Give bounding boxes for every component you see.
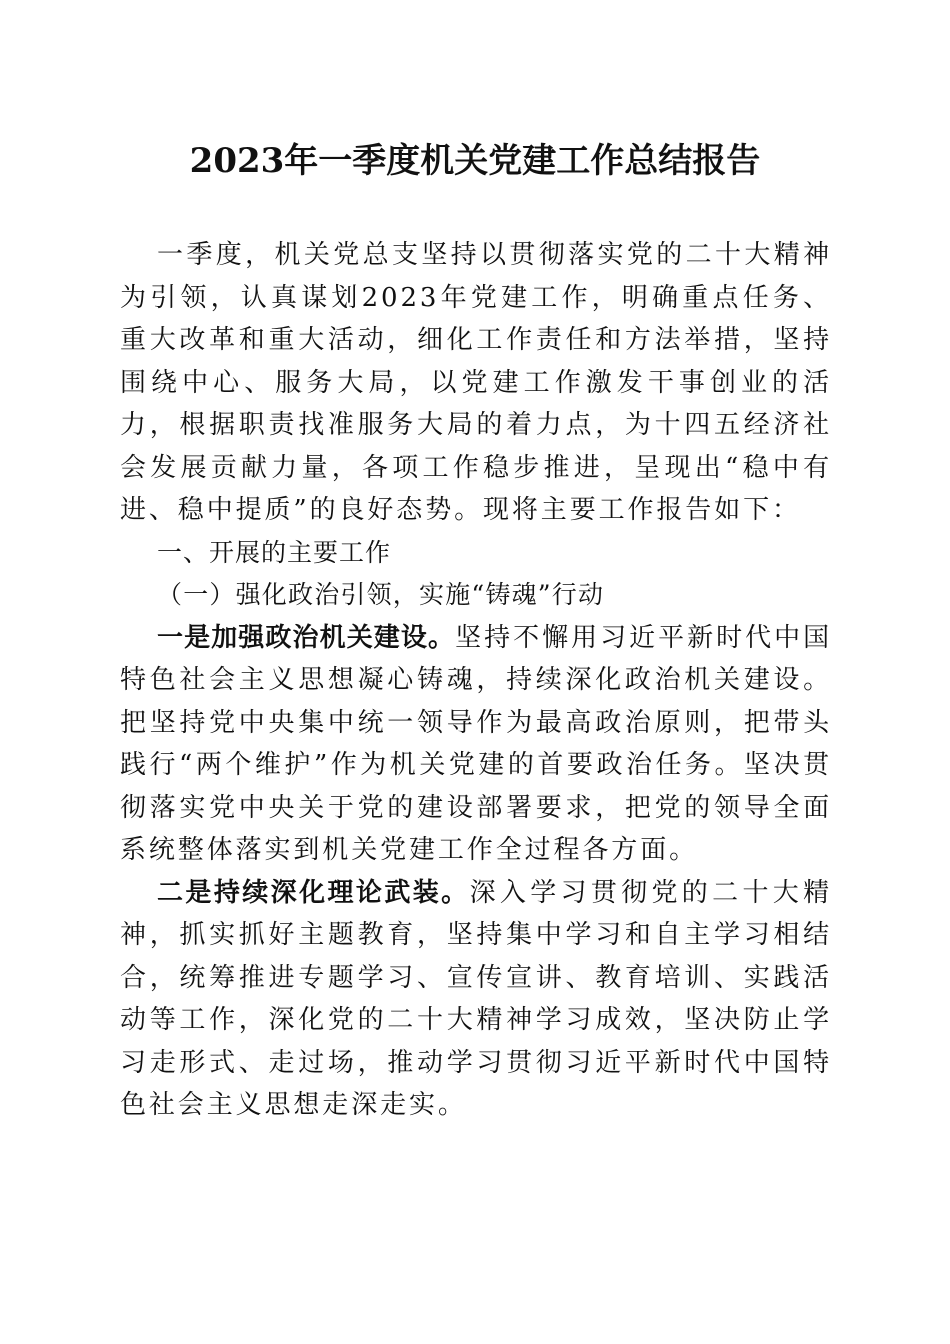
item-lead-1: 一是加强政治机关建设。 [157,622,456,653]
item-paragraph-1 [120,617,832,872]
subsection-heading: （一）强化政治引领，实施“铸魂”行动 [157,580,605,609]
item-paragraph-2 [120,872,832,1127]
item-text-1: 坚持不懈用习近平新时代中国特色社会主义思想凝心铸魂，持续深化政治机关建设。把坚持党中央集中统一领导作为最高政治原则，把带头践行“两个维护”作为机关党建的首要政治任务。坚决贯彻落实党中央关于党的建设部署要求，把党的领导全面系统整体落实到机关党建工作全过程各方面。 [120,622,832,865]
intro-paragraph: 一季度，机关党总支坚持以贯彻落实党的二十大精神为引领，认真谋划2023年党建工作，明确重点任务、重大改革和重大活动，细化工作责任和方法举措，坚持围绕中心、服务大局，以党建工作激发干事创业的活力，根据职责找准服务大局的着力点，为十四五经济社会发展贡献力量，各项工作稳步推进，呈现出“稳中有进、稳中提质”的良好态势。现将主要工作报告如下： [120,240,832,525]
document-title: 2023年一季度机关党建工作总结报告 [189,141,761,181]
item-lead-2: 二是持续深化理论武装。 [157,877,470,908]
section-heading: 一、开展的主要工作 [157,537,392,567]
document-body [120,234,832,1127]
item-text-2: 深入学习贯彻党的二十大精神，抓实抓好主题教育，坚持集中学习和自主学习相结合，统筹推进专题学习、宣传宣讲、教育培训、实践活动等工作，深化党的二十大精神学习成效，坚决防止学习走形式、走过场，推动学习贯彻习近平新时代中国特色社会主义思想走深走实。 [120,877,832,1120]
